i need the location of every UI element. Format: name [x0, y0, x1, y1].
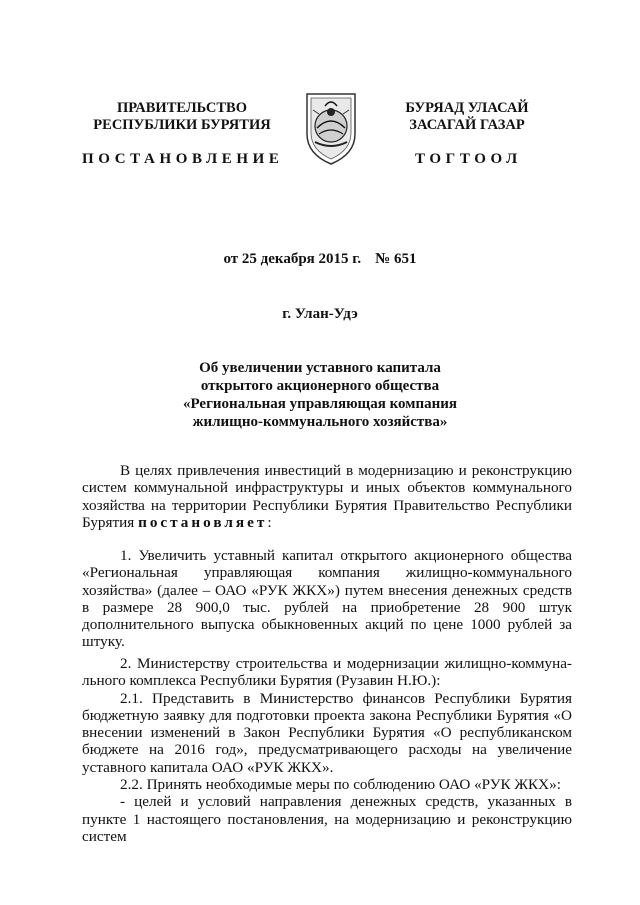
- intro-paragraph: [82, 462, 572, 531]
- intro-spaced-word: постановляет: [138, 513, 268, 531]
- document-kind-left: ПОСТАНОВЛЕНИЕ: [82, 151, 284, 167]
- document-title: [0, 359, 640, 431]
- title-line-2: открытого акционерного общества: [200, 378, 440, 394]
- header-left-line2: РЕСПУБЛИКИ БУРЯТИЯ: [93, 117, 271, 133]
- item-2-block: [82, 655, 572, 845]
- item-1: 1. Увеличить уставный капитал открытого акционерного общества «Региональная управляющая компания жилищно-коммунального хозяйства» (далее – ОАО «РУК ЖКХ») путем внесения денежных средств в размере 28 900,0 тыс. рублей на приобретение 28 900 штук дополнительного выпуска обыкновенных акций по цене 1000 рублей за штуку.: [82, 547, 572, 651]
- header-right: [382, 100, 552, 134]
- document-date: от 25 декабря 2015 г.: [223, 251, 362, 267]
- item-2-2: 2.2. Принять необходимые меры по соблюдению ОАО «РУК ЖКХ»:: [120, 776, 561, 794]
- item-2-1: 2.1. Представить в Министерство финансов Республики Бурятия бюджетную заявку для подготовки проекта закона Республики Бурятия «О внесении изменений в Закон Республики Бурятия «О республиканском бюджете на 2016 год», предусматривающего расходы на увеличение уставного капитала ОАО «РУК ЖКХ».: [82, 689, 572, 776]
- header-right-line2: ЗАСАГАЙ ГАЗАР: [409, 117, 525, 133]
- item-2-2-a: - целей и условий направления денежных средств, указанных в пункте 1 настоящего постановления, на модернизацию и реконструкцию систем: [82, 793, 572, 845]
- item-1-paragraph: [82, 547, 572, 651]
- city: г. Улан-Удэ: [282, 306, 358, 322]
- intro-end: :: [267, 513, 272, 531]
- header-left: [82, 100, 282, 134]
- document-number: № 651: [375, 251, 417, 267]
- date-number-line: [0, 251, 640, 268]
- header-left-line1: ПРАВИТЕЛЬСТВО: [117, 100, 247, 116]
- title-line-1: Об увеличении уставного капитала: [199, 360, 441, 376]
- header-right-line1: БУРЯАД УЛАСАЙ: [405, 100, 529, 116]
- title-line-3: «Региональная управляющая компания: [182, 396, 458, 412]
- intro-text: В целях привлечения инвестиций в модернизацию и реконструкцию систем коммунальной инфраструктуры и иных объектов коммунального хозяйства на территории Республики Бурятия Правительство Республики Бурятия: [82, 462, 572, 531]
- title-line-4: жилищно-коммунального хозяйства»: [192, 414, 448, 430]
- coat-of-arms-emblem: [299, 88, 363, 168]
- item-2: 2. Министерству строительства и модернизации жилищно-коммуна-льного комплекса Республики Бурятия (Рузавин Н.Ю.):: [82, 655, 572, 690]
- document-kind-right: ТОГТООЛ: [415, 151, 522, 167]
